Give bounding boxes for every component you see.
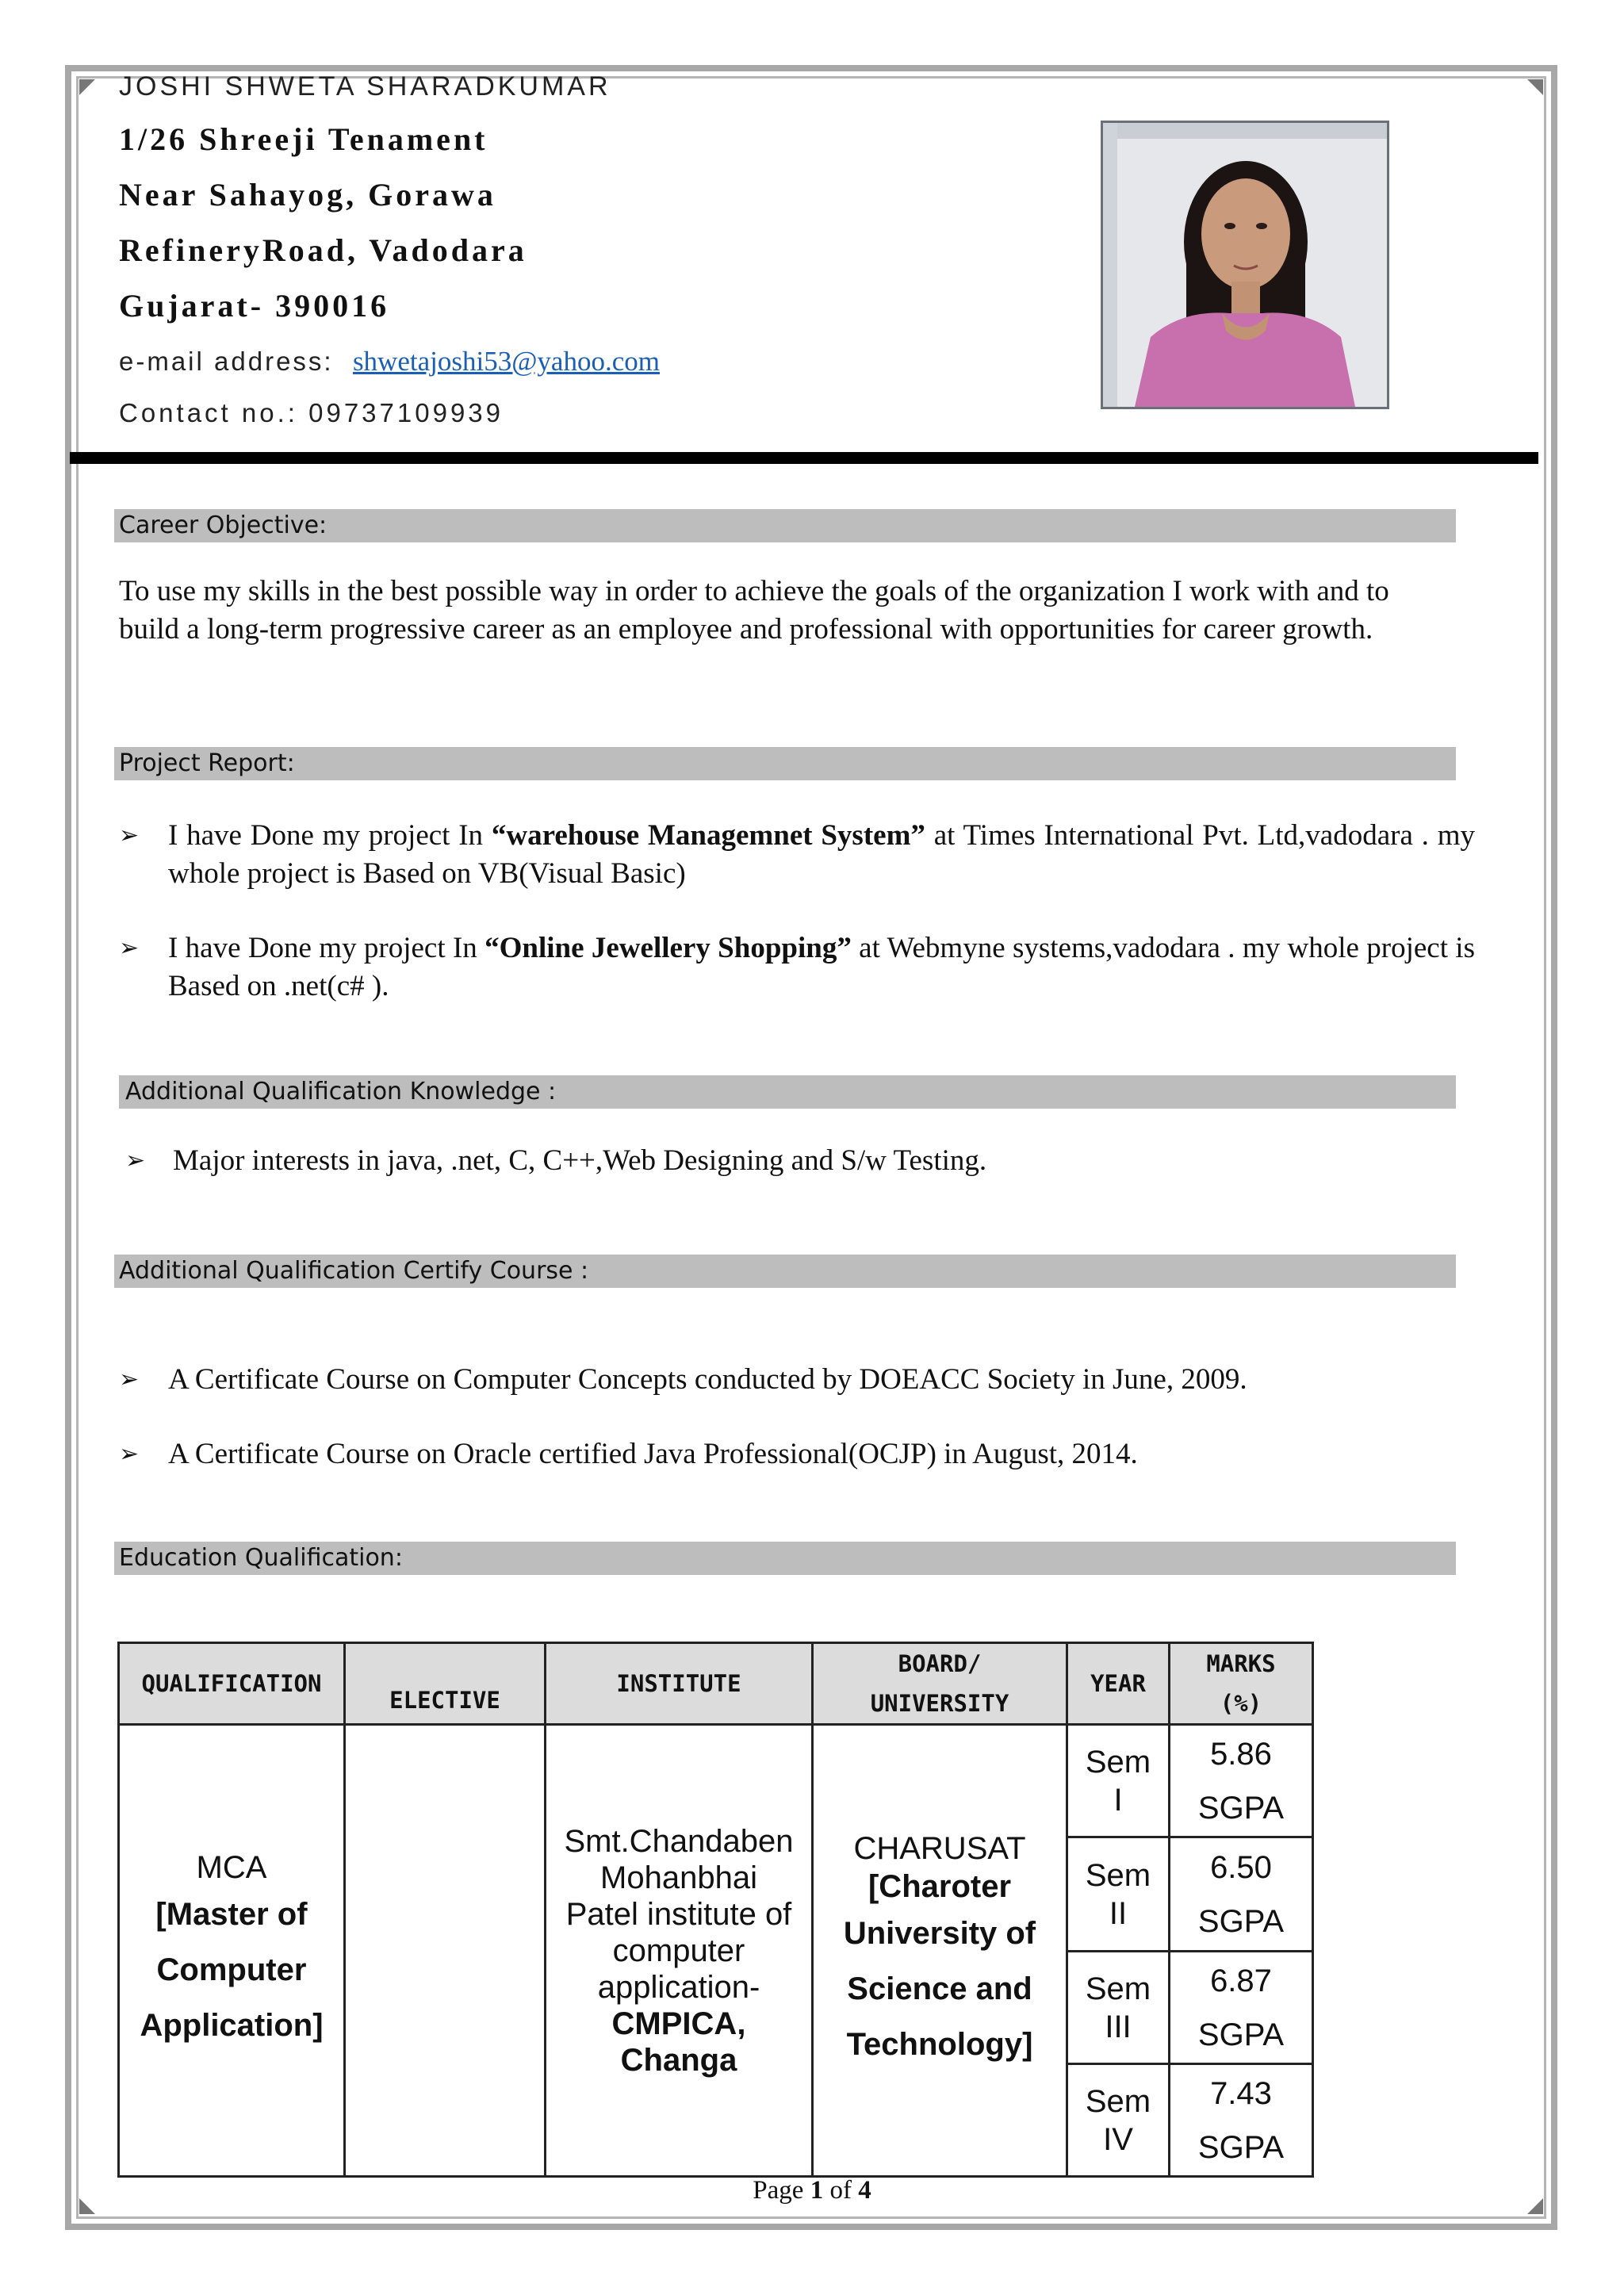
contact-label: Contact no.: <box>119 398 298 427</box>
contact-number: 09737109939 <box>308 398 504 427</box>
section-heading-certify: Additional Qualification Certify Course : <box>114 1255 1456 1288</box>
education-table <box>117 1642 1314 2178</box>
table-row <box>119 1725 1313 1837</box>
list-item <box>119 1435 1475 1473</box>
email-row <box>119 346 660 377</box>
header-divider <box>70 452 1538 464</box>
arrow-bullet-icon: ➢ <box>119 822 140 849</box>
arrow-bullet-icon: ➢ <box>119 1366 140 1393</box>
address-line: RefineryRoad, Vadodara <box>119 232 527 268</box>
list-item <box>119 1361 1475 1399</box>
section-heading-project: Project Report: <box>114 747 1456 780</box>
list-item <box>119 817 1475 893</box>
year-cell: Sem II <box>1067 1837 1170 1952</box>
marks-cell: 6.50 SGPA <box>1170 1837 1313 1952</box>
corner-mark <box>79 79 95 95</box>
marks-cell: 7.43 SGPA <box>1170 2064 1313 2177</box>
list-item <box>125 1142 1481 1180</box>
address-line: Gujarat- 390016 <box>119 288 390 324</box>
year-cell: Sem III <box>1067 1952 1170 2064</box>
address-line: Near Sahayog, Gorawa <box>119 177 496 213</box>
project-text: I have Done my project In “Online Jewellery Shopping” at Webmyne systems,vadodara . my whole project is Based on .net(c# ). <box>168 932 1475 1002</box>
column-header-marks: MARKS (%) <box>1170 1643 1313 1725</box>
arrow-bullet-icon: ➢ <box>125 1147 146 1174</box>
list-item <box>119 929 1475 1006</box>
board-cell: CHARUSAT [Charoter University of Science and Technology] <box>813 1725 1067 2177</box>
profile-photo <box>1101 121 1389 409</box>
email-label: e-mail address: <box>119 347 334 376</box>
project-text: I have Done my project In “warehouse Managemnet System” at Times International Pvt. Ltd,vadodara . my whole project is Based on VB(Visual Basic) <box>168 819 1475 890</box>
table-header-row <box>119 1643 1313 1725</box>
institute-cell: Smt.Chandaben Mohanbhai Patel institute of computer application- CMPICA, Changa <box>546 1725 813 2177</box>
year-cell: Sem IV <box>1067 2064 1170 2177</box>
section-heading-education: Education Qualification: <box>114 1542 1456 1575</box>
section-heading-career: Career Objective: <box>114 509 1456 542</box>
column-header-year: YEAR <box>1067 1643 1170 1725</box>
contact-row <box>119 398 504 428</box>
column-header-elective: ELECTIVE <box>345 1643 546 1725</box>
page-number: Page 1 of 4 <box>753 2176 871 2205</box>
portrait-image <box>1103 123 1387 407</box>
year-cell: Sem I <box>1067 1725 1170 1837</box>
arrow-bullet-icon: ➢ <box>119 1440 140 1468</box>
career-objective-text: To use my skills in the best possible way in order to achieve the goals of the organization I work with and to build a long-term progressive career as an employee and professional with opportunities for career growth. <box>119 575 1389 646</box>
knowledge-text: Major interests in java, .net, C, C++,Web Designing and S/w Testing. <box>173 1144 987 1177</box>
corner-mark <box>1527 79 1543 95</box>
marks-cell: 5.86 SGPA <box>1170 1725 1313 1837</box>
elective-cell <box>345 1725 546 2177</box>
qualification-cell: MCA [Master of Computer Application] <box>119 1725 345 2177</box>
arrow-bullet-icon: ➢ <box>119 934 140 962</box>
address-line: 1/26 Shreeji Tenament <box>119 121 488 157</box>
column-header-board: BOARD/ UNIVERSITY <box>813 1643 1067 1725</box>
certificate-text: A Certificate Course on Oracle certified Java Professional(OCJP) in August, 2014. <box>168 1438 1138 1470</box>
marks-cell: 6.87 SGPA <box>1170 1952 1313 2064</box>
column-header-institute: INSTITUTE <box>546 1643 813 1725</box>
column-header-qualification: QUALIFICATION <box>119 1643 345 1725</box>
candidate-name: JOSHI SHWETA SHARADKUMAR <box>119 71 611 102</box>
section-heading-knowledge: Additional Qualification Knowledge : <box>119 1075 1456 1109</box>
email-link[interactable]: shwetajoshi53@yahoo.com <box>352 346 660 377</box>
certificate-text: A Certificate Course on Computer Concepts conducted by DOEACC Society in June, 2009. <box>168 1363 1247 1396</box>
